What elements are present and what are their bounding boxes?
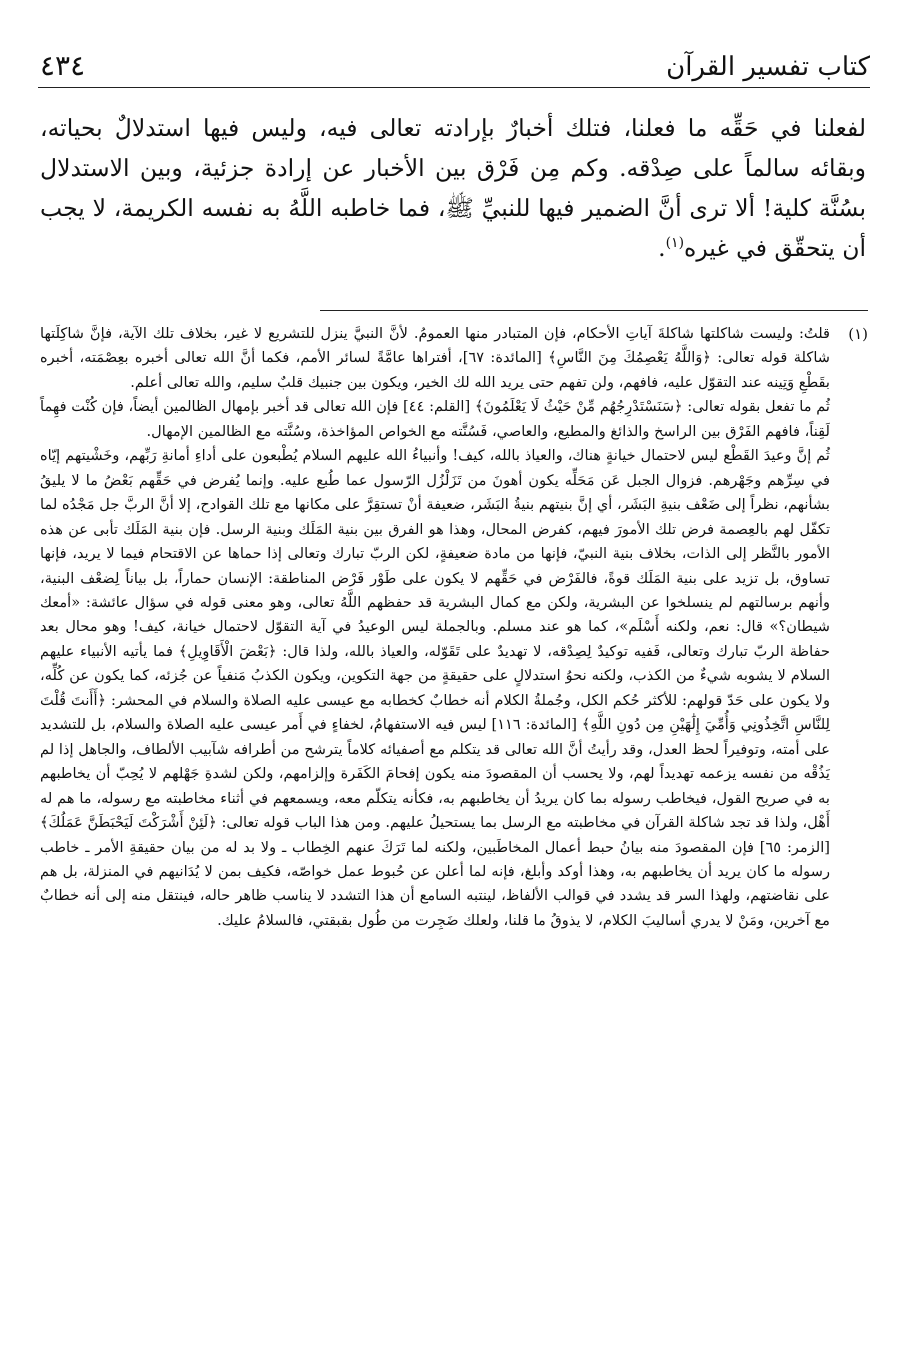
page-number: ٤٣٤ bbox=[40, 49, 86, 82]
main-paragraph: لفعلنا في حَقِّه ما فعلنا، فتلك أخبارٌ بإرادته تعالى فيه، وليس فيها استدلالٌ بحياته، وبقائه سالماً على صِدْقه. وكم مِن فَرْق بين الأخبار عن إرادة جزئية، وبين الاستدلال بسُنَّة كلية! ألا ترى أنَّ الضمير فيها للنبيِّ ﷺ، فما خاطبه اللَّهُ به نفسه الكريمة، لا يجب أن يتحقّق في غيره bbox=[40, 114, 866, 262]
footnote-paragraph-2: ثُم ما تفعل بقوله تعالى: ﴿سَنَسْتَدْرِجُهُم مِّنْ حَيْثُ لَا يَعْلَمُونَ﴾ [القلم: ٤٤] فإن الله تعالى قد أخبر بإمهال الظالمين أيضاً، فإن كُنْت فهِماً لَقِناً، فافهم الفَرْق بين الراسخ والذائغ والمطيع، والعاصي، فَسُنَّته مع الخواص المؤاخذة، وسُنَّته مع الظالمين الإمهال. bbox=[40, 398, 830, 440]
footnote-number: (١) bbox=[848, 325, 868, 343]
header-rule bbox=[38, 87, 870, 88]
page-header bbox=[38, 44, 870, 88]
footnote-paragraph-3: ثُم إنَّ وعيدَ القَطْع ليس لاحتمال خيانةٍ هناك، والعياذ بالله، كيف! وأنبياءُ الله عليهم السلام يُطْبعون على أداءِ أمانةِ رَبِّهم، وخَشْيتهم إيّاه في سِرِّهم وجَهْرهم. فزوال الجبل عَن مَحَلِّه يكون أهونَ من تَزَلْزُل الرّسول عما طُبع عليه. وإنما يُفرض في حَقِّهم بَعْضُ ما لا يليقُ بشأنهم، نظراً إلى ضَعْف بنيةِ البَشَر، أي إنَّ بنيتهم بنيةُ البَشَر، ضعيفة أنْ تستقِرَّ على مكانها مع تلك القوادح، إلا أنَّ الربَّ جل مَجْدُه لما تكفّل لهم بالعِصمة فرض تلك الأمورَ فيهم، كفرض المحال، وهذا هو الفرق بين بنية المَلَك وبنية الرسل. فإن بنية المَلَك تأبى عن هذه الأمور بالنَّظر إلى الذات، بخلاف بنية النبيّ، فإنها من مادة ضعيفةٍ، لكن الربّ تبارك وتعالى إذا حماها عن الاقتحام فيما لا يريد، فإنها تساوق، بل تزيد على بنية المَلَك قوةً، فالفَرْض في حَقِّهم لا يكون على طَوْر فَرْض المناطقة: الإنسان حماراً، بل بياناً لِضعْف البنية، وأنهم برسالتهم لم ينسلخوا عن البشرية، ولكن مع كمال البشرية قد حفظهم اللَّهُ تعالى، وهو معنى قوله في سؤال عائشة: «أمعك شيطان؟» قال: نعم، ولكنه أَسْلَم»، كما هو عند مسلم. وبالجملة ليس الوعيدُ في آية التقوّل لاحتمال خيانة، كيف! وهو محال بعد حفاظة الربّ تبارك وتعالى، فَفيه توكيدٌ لِصِدْقه، لا تهديدٌ على تَقَوّله، والعياذ بالله، ولذا قال: ﴿بَعْضَ الْأَقَاوِيلِ﴾ فما يأتيه الأنبياء عليهم السلام لا يشوبه شيءٌ من الكذب، ولكنه نحوُ استدلالٍ على حقيقةٍ من جهة التكوين، ويكون الكذبُ مَنفياً عن جُزئه، كما يكون عن كُلِّه، ولا يكون على حَدّ قولهم: للأكثر حُكم الكل، وجُملةُ الكلام أنه خطابٌ كخطابه مع عيسى عليه الصلاة والسلام في المحشر: ﴿أَأَنتَ قُلْتَ لِلنَّاسِ اتَّخِذُونِي وَأُمِّيَ إِلَٰهَيْنِ مِن دُونِ اللَّهِ﴾ [المائدة: ١١٦] ليس فيه الاستفهامُ، لخفاءٍ في أَمر عيسى عليه الصلاة والسلام، بل للتشديد على أمته، وتوفيراً لحظ العدل، وقد رأيتُ أنَّ الله تعالى قد يتكلم مع أصفيائه كلاماً يترشح من أطرافه شآبيب الألطاف، والجاهل إذا لم يَذُقْه من نفسه يزعمه تهديداً لهم، ولا يحسب أن المقصودَ منه يكون إفحامَ الكَفَرة وإلزامهم، ولكن لشدةِ جَهْلهم لا يُحِبّ أن يخاطبهم به في صريح القول، فيخاطب رسوله بما كان يريدُ أن يخاطبهم به، فكأنه يتكلّم معه، ويسمعهم في أثناء مخاطبته مع رسوله، ما هم له أَهْل، ولذا قد تجد شاكلة القرآن في مخاطبته مع الرسل بما يستحيلُ عليهم. ومن هذا الباب قوله تعالى: ﴿لَئِنْ أَشْرَكْتَ لَيَحْبَطَنَّ عَمَلُكَ﴾ [الزمر: ٦٥] فإن المقصودَ منه بيانُ حبط أعمال المخاطَبين، ولكنه لما تَرَكَ عنهم الخِطاب ـ ولا بد له من بيان حقيقةِ الأمر ـ خاطب رسوله ما كان يريد أن يخاطبهم به، وهذا أوكد وأبلغ، فإنه لما أعلن عن حُبوط عمل خواصّه، فكيف بمن لا يُدَانيهم في المنزلة، بل هم على نقاضتهم، ولهذا السر قد يشدد في قوالب الألفاظ، لينتبه السامع أن هذا التشدد لا يناسب ظاهر حاله، فينتقل منه إلى أنه خطابٌ مع آخرين، ومَنْ لا يدري أساليبَ الكلام، لا يذوقُ ما قلنا، ولعلك ضَجِرت من طُول بقبقتي، فالسلامُ عليك. bbox=[40, 447, 830, 929]
footnote-reference: (١) bbox=[665, 235, 685, 252]
footnote-paragraph-1: قلتُ: وليست شاكلتها شاكلةَ آياتِ الأحكام، فإن المتبادر منها العمومُ. لأنَّ النبيَّ ينزل للتشريع لا غير، بخلاف تلك الآية، فإنَّ شاكِلَتها شاكلة قوله تعالى: ﴿وَاللَّهُ يَعْصِمُكَ مِنَ النَّاسِ﴾ [المائدة: ٦٧]، أفتراها عامَّةً لسائر الأمم، فكما أنَّ الله تعالى أخبره بعِصْمَته، أخبره بقَطْعِ وَتِينه عند التقوّل عليه، فافهم، ولن تفهم حتى يريد الله لك الخير، ويكون بين جنبيك قلبٌ سليم، والله تعالى أعلم. bbox=[40, 325, 830, 391]
footnote-body bbox=[40, 322, 830, 933]
footnotes-section bbox=[40, 322, 868, 1332]
footnote-separator bbox=[320, 310, 868, 311]
running-title: كتاب تفسير القرآن bbox=[666, 52, 870, 82]
main-end-punct: . bbox=[658, 234, 666, 262]
main-text bbox=[40, 108, 866, 298]
